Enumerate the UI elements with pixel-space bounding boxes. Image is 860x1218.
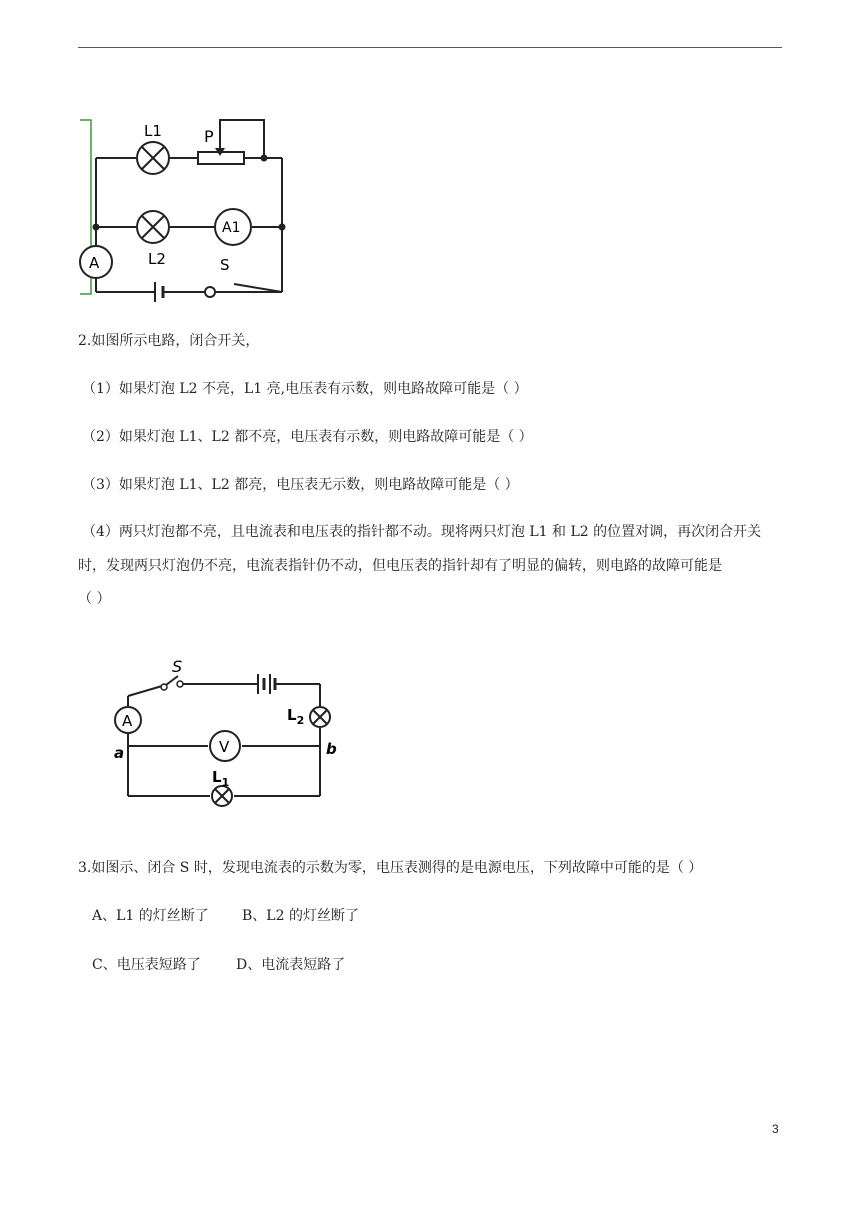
q2-item-4-line-2: 时，发现两只灯泡仍不亮，电流表指针仍不动，但电压表的指针却有了明显的偏转，则电路的故障可能是 [78,558,722,574]
label-point-b: b [326,740,337,758]
q2-item-2: （2）如果灯泡 L1、L2 都不亮，电压表有示数，则电路故障可能是（ ） [82,429,533,445]
label-s2: S [172,658,183,676]
circuit-diagram-1 [74,112,294,302]
q3-option-c: C、电压表短路了 [92,957,201,973]
lamp-l2 [137,211,169,243]
label-l2-fig2: $L_2$ [287,706,305,727]
q2-item-1: （1）如果灯泡 L2 不亮，L1 亮,电压表有示数，则电路故障可能是（ ） [82,381,528,397]
q2-item-4-line-1: （4）两只灯泡都不亮，且电流表和电压表的指针都不动。现将两只灯泡 L1 和 L2 的位置对调，再次闭合开关 [82,524,762,540]
q3-stem: 3.如图示、闭合 S 时，发现电流表的示数为零，电压表测得的是电源电压，下列故障中可能的是（ ） [78,860,703,876]
label-ammeter: A [122,712,133,730]
q3-option-d: D、电流表短路了 [236,957,346,973]
label-l2: L2 [148,250,166,268]
page-number: 3 [772,1122,779,1136]
label-voltmeter: V [219,738,230,756]
label-s: S [220,256,230,274]
q2-item-3: （3）如果灯泡 L1、L2 都亮，电压表无示数，则电路故障可能是（ ） [82,477,519,493]
circuit-diagram-2 [110,658,340,808]
label-a1: A1 [222,220,241,236]
q3-option-a: A、L1 的灯丝断了 [92,908,209,924]
label-point-a: a [114,744,125,762]
label-p: P [204,127,214,146]
label-l1: L1 [144,122,162,140]
header-rule [78,47,782,48]
q3-option-b: B、L2 的灯丝断了 [242,908,359,924]
label-l1-fig2: $L_1$ [212,768,230,789]
lamp-l1 [137,142,169,174]
label-a: A [89,254,100,272]
q2-stem: 2.如图所示电路，闭合开关， [78,333,260,349]
q2-item-4-line-3: （ ） [78,591,111,607]
